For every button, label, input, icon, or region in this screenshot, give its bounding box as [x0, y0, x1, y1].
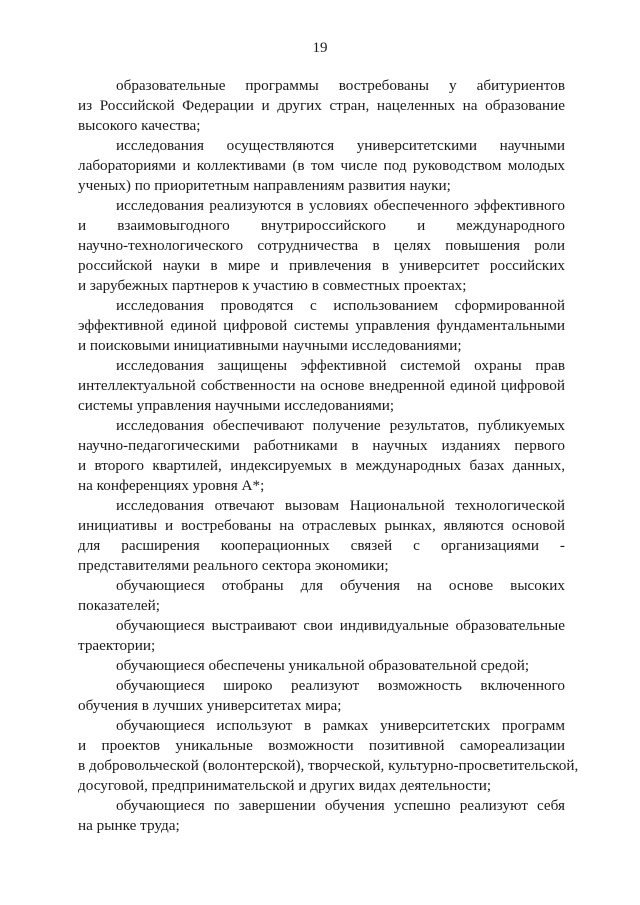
text-line: исследования реализуются в условиях обеспеченного эффективного — [116, 197, 565, 214]
text-line: досуговой, предпринимательской и других видах деятельности; — [78, 777, 492, 794]
paragraph — [78, 416, 565, 496]
paragraph — [78, 356, 565, 416]
paragraph — [78, 136, 565, 196]
text-line: для расширения кооперационных связей с организациями - — [78, 537, 565, 554]
text-line: научно-педагогическими работниками в научных изданиях первого — [78, 437, 565, 454]
text-line: системы управления научными исследованиями; — [78, 397, 395, 414]
text-line: и зарубежных партнеров к участию в совместных проектах; — [78, 277, 467, 294]
paragraph — [78, 196, 565, 296]
text-line: обучающиеся обеспечены уникальной образовательной средой; — [116, 657, 530, 674]
text-line: исследования обеспечивают получение результатов, публикуемых — [116, 417, 565, 434]
text-line: представителями реального сектора экономики; — [78, 557, 389, 574]
text-line: исследования проводятся с использованием сформированной — [116, 297, 565, 314]
text-line: показателей; — [78, 597, 161, 614]
text-line: исследования отвечают вызовам Национальной технологической — [116, 497, 565, 514]
text-line: на рынке труда; — [78, 817, 180, 834]
text-line: инициативы и востребованы на отраслевых рынках, являются основой — [78, 517, 565, 534]
paragraph — [78, 676, 565, 716]
text-line: российской науки в мире и привлечения в университет российских — [78, 257, 565, 274]
paragraph — [78, 716, 579, 796]
text-line: высокого качества; — [78, 117, 201, 134]
text-line: исследования защищены эффективной системой охраны прав — [116, 357, 565, 374]
paragraph — [78, 796, 565, 836]
text-line: образовательные программы востребованы у абитуриентов — [116, 77, 565, 94]
text-line: интеллектуальной собственности на основе внедренной единой цифровой — [78, 377, 565, 394]
text-line: обучающиеся выстраивают свои индивидуальные образовательные — [116, 617, 565, 634]
text-line: научно-технологического сотрудничества в целях повышения роли — [78, 237, 565, 254]
text-line: обучающиеся по завершении обучения успешно реализуют себя — [116, 797, 565, 814]
text-line: обучающиеся широко реализуют возможность включенного — [116, 677, 565, 694]
text-line: эффективной единой цифровой системы управления фундаментальными — [78, 317, 565, 334]
paragraph — [78, 296, 565, 356]
paragraph — [78, 496, 565, 576]
paragraph — [78, 656, 565, 676]
page-number: 19 — [312, 40, 328, 56]
paragraph — [78, 616, 565, 656]
text-line: на конференциях уровня А*; — [78, 477, 265, 494]
text-line: и поисковыми инициативными научными исследованиями; — [78, 337, 462, 354]
text-line: обучающиеся отобраны для обучения на основе высоких — [116, 577, 565, 594]
paragraph — [78, 76, 565, 136]
document-body — [78, 76, 579, 836]
paragraph — [78, 576, 565, 616]
text-line: обучения в лучших университетах мира; — [78, 697, 342, 714]
text-line: и взаимовыгодного внутрироссийского и международного — [78, 217, 565, 234]
text-line: лабораториями и коллективами (в том числе под руководством молодых — [78, 157, 565, 174]
text-line: траектории; — [78, 637, 156, 654]
text-line: из Российской Федерации и других стран, нацеленных на образование — [78, 97, 565, 114]
text-line: обучающиеся используют в рамках университетских программ — [116, 717, 565, 734]
text-line: в добровольческой (волонтерской), творческой, культурно-просветительской, — [78, 757, 579, 774]
text-line: ученых) по приоритетным направлениям развития науки; — [78, 177, 451, 194]
text-line: и проектов уникальные возможности позитивной самореализации — [78, 737, 565, 754]
text-line: и второго квартилей, индексируемых в международных базах данных, — [78, 457, 565, 474]
text-line: исследования осуществляются университетскими научными — [116, 137, 565, 154]
